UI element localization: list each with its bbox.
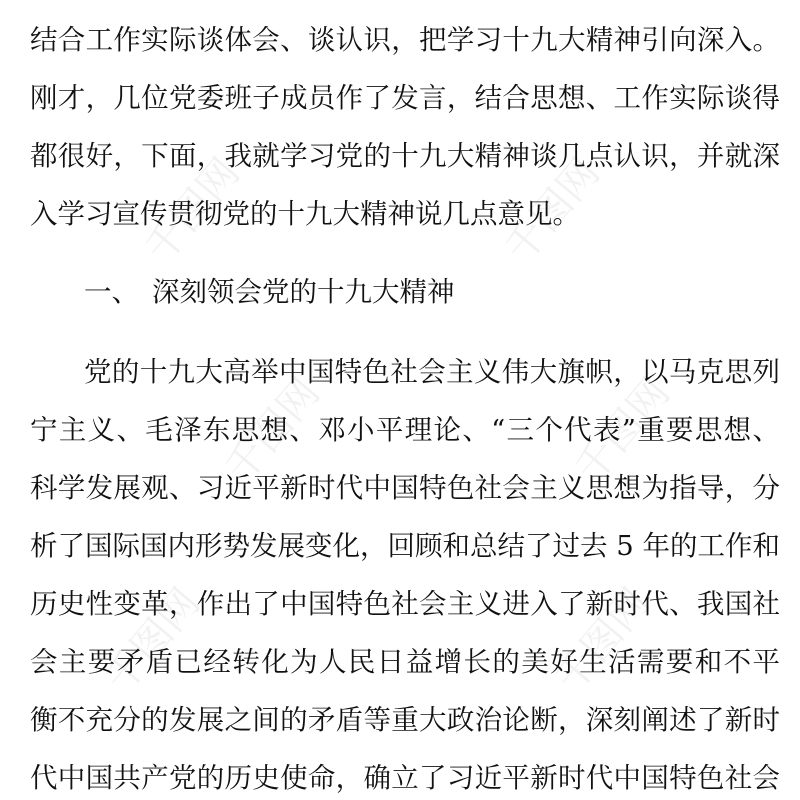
watermark: 千图网	[96, 580, 209, 702]
section-number: 一、	[84, 276, 139, 308]
watermark: 千图网	[496, 150, 609, 272]
text-line: 代中国共产党的历史使命，确立了习近平新时代中国特色社会	[30, 762, 780, 794]
section-title: 深刻领会党的十九大精神	[152, 276, 455, 308]
watermark: 千图网	[216, 370, 329, 492]
text-line: 析了国际国内形势发展变化，回顾和总结了过去 5 年的工作和	[30, 530, 780, 562]
watermark: 千图网	[566, 370, 679, 492]
text-line: 党的十九大高举中国特色社会主义伟大旗帜，以马克思列	[84, 356, 780, 388]
text-line: 历史性变革，作出了中国特色社会主义进入了新时代、我国社	[30, 588, 780, 620]
watermark: 千图网	[546, 580, 659, 702]
watermark: 千图网	[136, 150, 249, 272]
text-line: 结合工作实际谈体会、谈认识，把学习十九大精神引向深入。	[30, 24, 780, 56]
text-line: 入学习宣传贯彻党的十九大精神说几点意见。	[30, 198, 580, 230]
text-line: 宁主义、毛泽东思想、邓小平理论、“三个代表”重要思想、	[30, 414, 780, 446]
section-heading	[84, 266, 455, 318]
text-line: 刚才，几位党委班子成员作了发言，结合思想、工作实际谈得	[30, 82, 780, 114]
text-line: 会主要矛盾已经转化为人民日益增长的美好生活需要和不平	[30, 646, 780, 678]
text-line: 科学发展观、习近平新时代中国特色社会主义思想为指导，分	[30, 472, 780, 504]
text-line: 都很好，下面，我就学习党的十九大精神谈几点认识，并就深	[30, 140, 780, 172]
text-line: 衡不充分的发展之间的矛盾等重大政治论断，深刻阐述了新时	[30, 704, 780, 736]
